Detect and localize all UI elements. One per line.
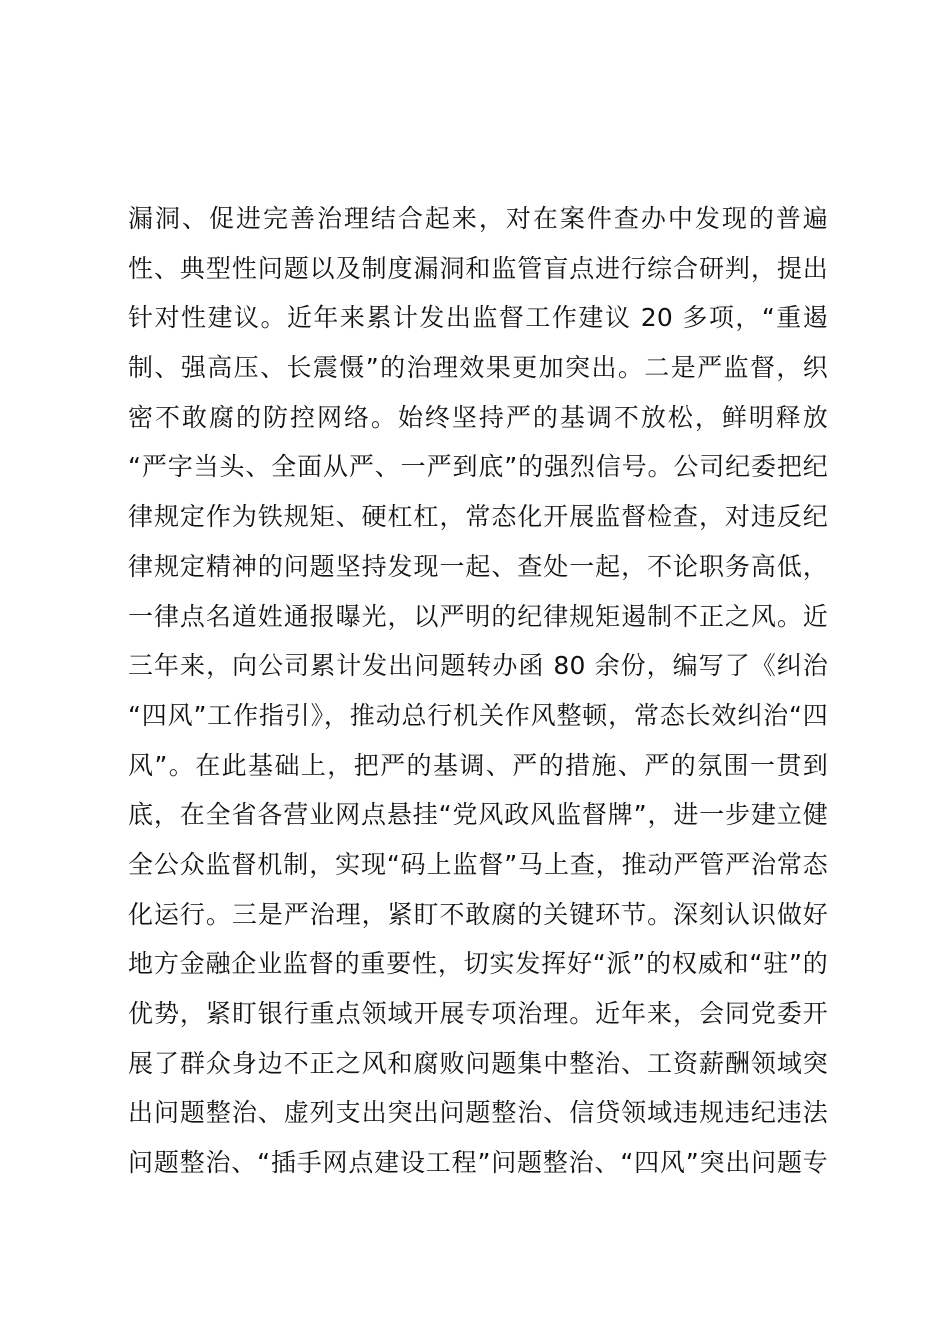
- text-line: 性、典型性问题以及制度漏洞和监管盲点进行综合研判，提出: [128, 253, 828, 283]
- text-line: 律规定作为铁规矩、硬杠杠，常态化开展监督检查，对违反纪: [128, 502, 828, 532]
- text-line: 针对性建议。近年来累计发出监督工作建议 20 多项，“重遏: [128, 303, 828, 333]
- text-line: 问题整治、“插手网点建设工程”问题整治、“四风”突出问题专: [128, 1148, 828, 1178]
- text-line: “严字当头、全面从严、一严到底”的强烈信号。公司纪委把纪: [128, 452, 828, 482]
- text-line: 化运行。三是严治理，紧盯不敢腐的关键环节。深刻认识做好: [128, 899, 828, 929]
- text-line: 三年来，向公司累计发出问题转办函 80 余份，编写了《纠治: [128, 651, 828, 681]
- text-line: 展了群众身边不正之风和腐败问题集中整治、工资薪酬领域突: [128, 1048, 828, 1078]
- text-line: 地方金融企业监督的重要性，切实发挥好“派”的权威和“驻”的: [128, 949, 828, 979]
- text-line: 律规定精神的问题坚持发现一起、查处一起，不论职务高低，: [128, 551, 828, 581]
- text-line: 风”。在此基础上，把严的基调、严的措施、严的氛围一贯到: [128, 750, 828, 780]
- text-line: 底，在全省各营业网点悬挂“党风政风监督牌”，进一步建立健: [128, 800, 828, 830]
- text-line: 一律点名道姓通报曝光，以严明的纪律规矩遏制不正之风。近: [128, 601, 828, 631]
- text-line: 全公众监督机制，实现“码上监督”马上查，推动严管严治常态: [128, 849, 828, 879]
- text-line: 漏洞、促进完善治理结合起来，对在案件查办中发现的普遍: [128, 204, 828, 233]
- body-paragraph: [128, 194, 828, 1188]
- text-line: “四风”工作指引》，推动总行机关作风整顿，常态长效纠治“四: [128, 700, 828, 730]
- text-line: 制、强高压、长震慑”的治理效果更加突出。二是严监督，织: [128, 353, 828, 383]
- text-line: 密不敢腐的防控网络。始终坚持严的基调不放松，鲜明释放: [128, 402, 828, 432]
- text-line: 优势，紧盯银行重点领域开展专项治理。近年来，会同党委开: [128, 999, 828, 1028]
- text-line: 出问题整治、虚列支出突出问题整治、信贷领域违规违纪违法: [128, 1098, 828, 1128]
